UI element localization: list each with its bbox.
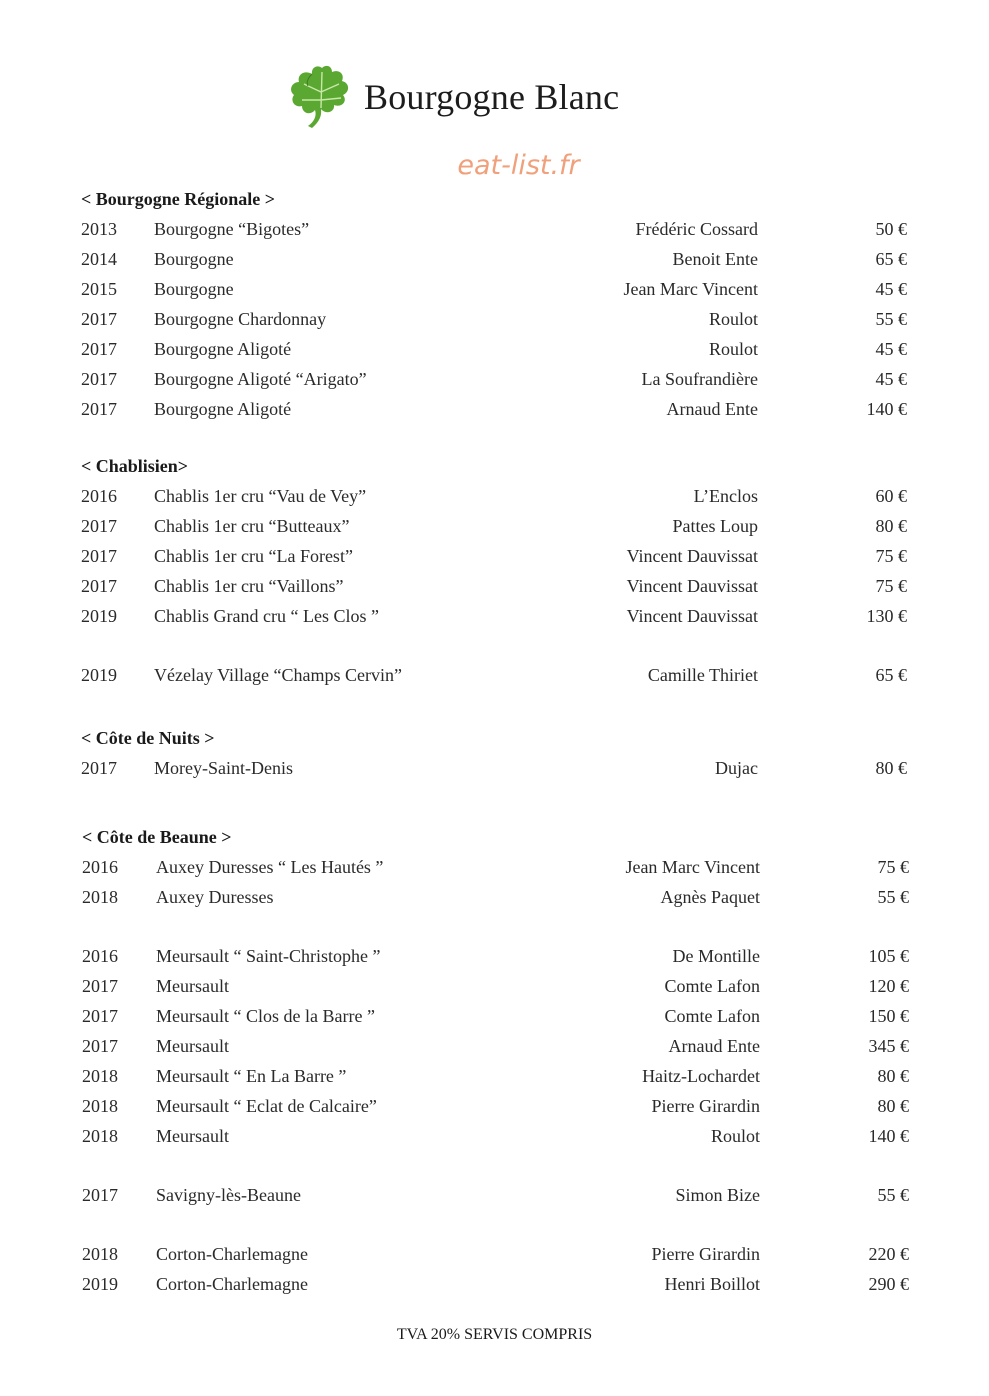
wine-row	[0, 1126, 989, 1150]
wine-producer: Frédéric Cossard	[635, 219, 758, 239]
wine-row	[0, 1244, 989, 1268]
wine-price: 55 €	[877, 887, 909, 907]
wine-year: 2015	[81, 279, 117, 299]
section-title-cote-de-nuits: < Côte de Nuits >	[81, 728, 215, 748]
wine-row	[0, 1185, 989, 1209]
wine-price: 80 €	[877, 1096, 909, 1116]
wine-producer: Arnaud Ente	[668, 1036, 760, 1056]
wine-producer: Arnaud Ente	[666, 399, 758, 419]
wine-price: 65 €	[875, 249, 907, 269]
wine-name: Bourgogne	[154, 279, 234, 299]
wine-producer: Camille Thiriet	[647, 665, 758, 685]
wine-row	[0, 1006, 989, 1030]
wine-price: 55 €	[875, 309, 907, 329]
wine-year: 2018	[82, 887, 118, 907]
watermark: eat-list.fr	[457, 150, 580, 181]
wine-price: 80 €	[875, 758, 907, 778]
menu-header	[0, 62, 989, 132]
wine-row	[0, 546, 989, 570]
wine-year: 2016	[81, 486, 117, 506]
wine-year: 2016	[82, 857, 118, 877]
wine-year: 2018	[82, 1126, 118, 1146]
wine-row	[0, 857, 989, 881]
wine-producer: Henri Boillot	[664, 1274, 760, 1294]
wine-producer: La Soufrandière	[641, 369, 758, 389]
wine-producer: Pattes Loup	[672, 516, 758, 536]
wine-name: Auxey Duresses “ Les Hautés ”	[156, 857, 384, 877]
wine-name: Meursault	[156, 1126, 229, 1146]
wine-year: 2018	[82, 1096, 118, 1116]
wine-price: 80 €	[875, 516, 907, 536]
wine-price: 45 €	[875, 369, 907, 389]
wine-price: 140 €	[866, 399, 907, 419]
wine-name: Chablis Grand cru “ Les Clos ”	[154, 606, 379, 626]
wine-price: 55 €	[877, 1185, 909, 1205]
wine-producer: Comte Lafon	[664, 1006, 760, 1026]
wine-price: 80 €	[877, 1066, 909, 1086]
wine-year: 2017	[81, 309, 117, 329]
wine-year: 2017	[82, 1036, 118, 1056]
wine-row	[0, 1096, 989, 1120]
wine-name: Bourgogne “Bigotes”	[154, 219, 310, 239]
wine-price: 150 €	[868, 1006, 909, 1026]
wine-year: 2018	[82, 1066, 118, 1086]
wine-year: 2019	[81, 665, 117, 685]
wine-year: 2017	[81, 516, 117, 536]
wine-year: 2013	[81, 219, 117, 239]
footer-note: TVA 20% SERVIS COMPRIS	[396, 1326, 593, 1343]
wine-row	[0, 516, 989, 540]
section-title-chablisien: < Chablisien>	[81, 456, 189, 476]
wine-year: 2017	[82, 976, 118, 996]
wine-price: 345 €	[868, 1036, 909, 1056]
wine-row	[0, 369, 989, 393]
wine-name: Meursault “ Eclat de Calcaire”	[156, 1096, 377, 1116]
wine-producer: Vincent Dauvissat	[626, 606, 758, 626]
wine-year: 2017	[81, 546, 117, 566]
wine-price: 130 €	[866, 606, 907, 626]
wine-producer: Vincent Dauvissat	[626, 546, 758, 566]
wine-name: Chablis 1er cru “Vau de Vey”	[154, 486, 367, 506]
wine-row	[0, 887, 989, 911]
wine-producer: Haitz-Lochardet	[642, 1066, 760, 1086]
wine-year: 2017	[81, 758, 117, 778]
wine-producer: Pierre Girardin	[651, 1096, 760, 1116]
wine-price: 75 €	[877, 857, 909, 877]
wine-name: Bourgogne Chardonnay	[154, 309, 327, 329]
wine-price: 140 €	[868, 1126, 909, 1146]
wine-price: 75 €	[875, 576, 907, 596]
wine-year: 2014	[81, 249, 117, 269]
wine-producer: L’Enclos	[693, 486, 758, 506]
wine-producer: Pierre Girardin	[651, 1244, 760, 1264]
wine-name: Bourgogne Aligoté	[154, 399, 292, 419]
wine-price: 65 €	[875, 665, 907, 685]
wine-row	[0, 309, 989, 333]
wine-name: Bourgogne Aligoté	[154, 339, 292, 359]
wine-row	[0, 279, 989, 303]
wine-producer: Jean Marc Vincent	[625, 857, 760, 877]
wine-producer: Roulot	[710, 1126, 760, 1146]
wine-row	[0, 219, 989, 243]
wine-name: Savigny-lès-Beaune	[156, 1185, 301, 1205]
wine-name: Auxey Duresses	[156, 887, 274, 907]
wine-price: 105 €	[868, 946, 909, 966]
wine-row	[0, 486, 989, 510]
wine-producer: Roulot	[708, 309, 758, 329]
wine-row	[0, 399, 989, 423]
wine-price: 290 €	[868, 1274, 909, 1294]
wine-producer: Benoit Ente	[672, 249, 758, 269]
wine-year: 2019	[81, 606, 117, 626]
wine-price: 75 €	[875, 546, 907, 566]
wine-row	[0, 1274, 989, 1298]
wine-name: Meursault	[156, 1036, 229, 1056]
wine-name: Meursault “ Clos de la Barre ”	[156, 1006, 375, 1026]
wine-name: Bourgogne	[154, 249, 234, 269]
wine-row	[0, 976, 989, 1000]
grape-leaf-icon	[284, 62, 360, 128]
wine-year: 2017	[82, 1006, 118, 1026]
wine-producer: Agnès Paquet	[660, 887, 760, 907]
wine-price: 50 €	[875, 219, 907, 239]
wine-name: Chablis 1er cru “Butteaux”	[154, 516, 350, 536]
wine-name: Corton-Charlemagne	[156, 1274, 308, 1294]
wine-price: 120 €	[868, 976, 909, 996]
wine-row	[0, 758, 989, 782]
wine-price: 45 €	[875, 279, 907, 299]
wine-year: 2019	[82, 1274, 118, 1294]
wine-producer: Simon Bize	[675, 1185, 760, 1205]
wine-name: Morey-Saint-Denis	[154, 758, 293, 778]
wine-row	[0, 606, 989, 630]
wine-year: 2017	[81, 339, 117, 359]
wine-name: Vézelay Village “Champs Cervin”	[154, 665, 403, 685]
wine-year: 2017	[81, 369, 117, 389]
wine-name: Chablis 1er cru “La Forest”	[154, 546, 353, 566]
wine-row	[0, 249, 989, 273]
wine-row	[0, 339, 989, 363]
wine-producer: Roulot	[708, 339, 758, 359]
wine-name: Corton-Charlemagne	[156, 1244, 308, 1264]
section-title-bourgogne-regionale: < Bourgogne Régionale >	[81, 189, 276, 209]
wine-price: 60 €	[875, 486, 907, 506]
wine-name: Meursault “ Saint-Christophe ”	[156, 946, 381, 966]
wine-row	[0, 1066, 989, 1090]
wine-row	[0, 946, 989, 970]
wine-row	[0, 1036, 989, 1060]
wine-producer: Dujac	[715, 758, 758, 778]
wine-year: 2016	[82, 946, 118, 966]
wine-year: 2017	[82, 1185, 118, 1205]
section-title-cote-de-beaune: < Côte de Beaune >	[82, 827, 232, 847]
wine-producer: Vincent Dauvissat	[626, 576, 758, 596]
wine-price: 220 €	[868, 1244, 909, 1264]
wine-producer: De Montille	[672, 946, 760, 966]
wine-name: Meursault “ En La Barre ”	[156, 1066, 347, 1086]
wine-name: Bourgogne Aligoté “Arigato”	[154, 369, 367, 389]
wine-year: 2017	[81, 576, 117, 596]
wine-year: 2018	[82, 1244, 118, 1264]
wine-producer: Jean Marc Vincent	[623, 279, 758, 299]
wine-price: 45 €	[875, 339, 907, 359]
page-title: Bourgogne Blanc	[364, 77, 620, 117]
wine-row	[0, 576, 989, 600]
wine-name: Meursault	[156, 976, 229, 996]
wine-year: 2017	[81, 399, 117, 419]
wine-row	[0, 665, 989, 689]
wine-producer: Comte Lafon	[664, 976, 760, 996]
wine-name: Chablis 1er cru “Vaillons”	[154, 576, 344, 596]
